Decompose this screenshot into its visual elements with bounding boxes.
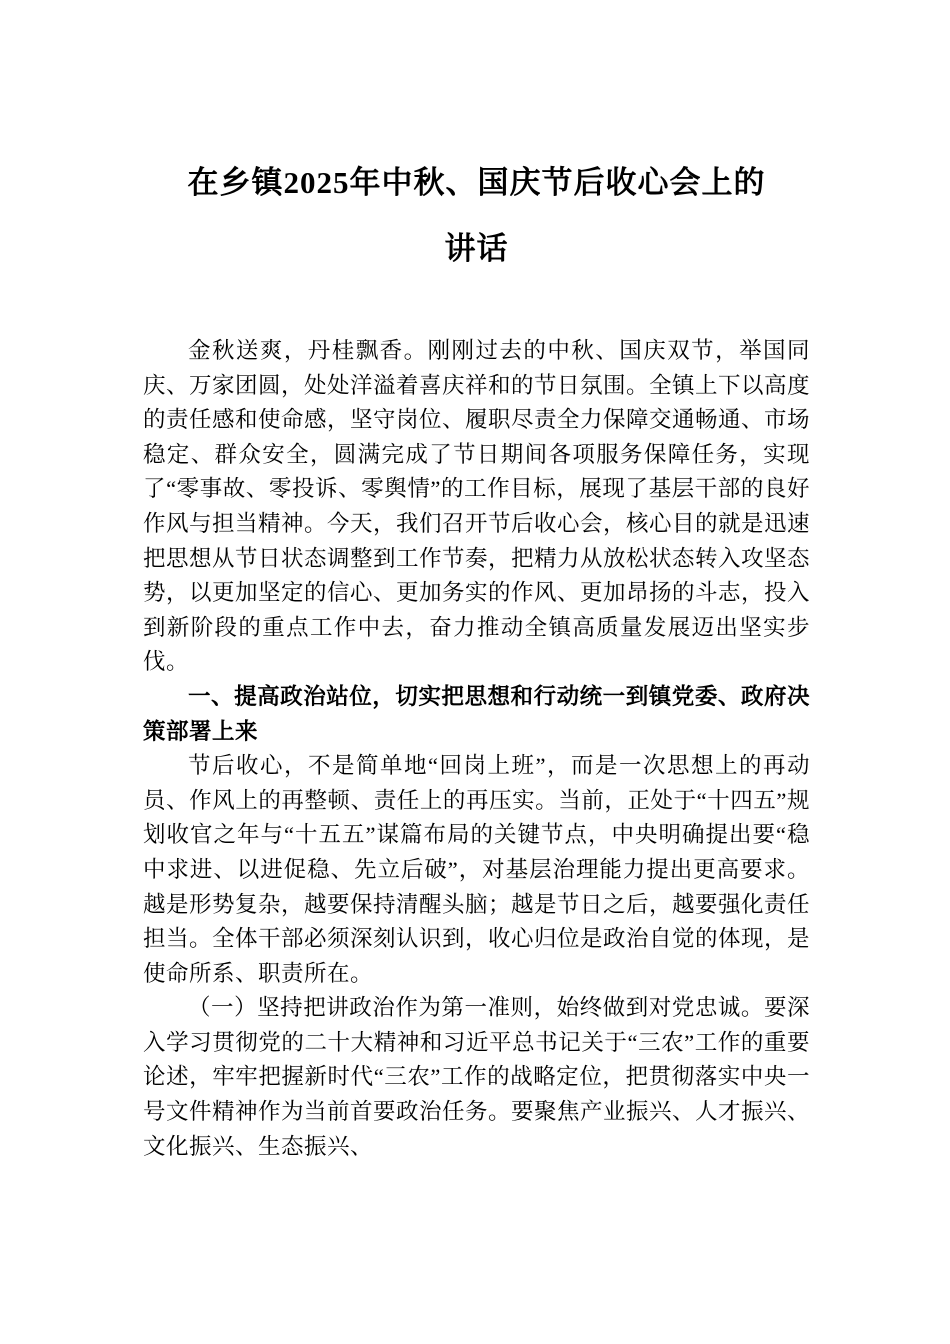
section-heading-1: 一、提高政治站位，切实把思想和行动统一到镇党委、政府决策部署上来 <box>143 683 810 744</box>
title-line-2: 讲话 <box>444 231 509 266</box>
paragraph-intro: 金秋送爽，丹桂飘香。刚刚过去的中秋、国庆双节，举国同庆、万家团圆，处处洋溢着喜庆祥和的节日氛围。全镇上下以高度的责任感和使命感，坚守岗位、履职尽责全力保障交通畅通、市场稳定、群众安全，圆满完成了节日期间各项服务保障任务，实现了“零事故、零投诉、零舆情”的工作目标，展现了基层干部的良好作风与担当精神。今天，我们召开节后收心会，核心目的就是迅速把思想从节日状态调整到工作节奏，把精力从放松状态转入攻坚态势，以更加坚定的信心、更加务实的作风、更加昂扬的斗志，投入到新阶段的重点工作中去，奋力推动全镇高质量发展迈出坚实步伐。 <box>143 338 811 675</box>
document-body <box>143 334 810 1164</box>
title-line-1: 在乡镇2025年中秋、国庆节后收心会上的 <box>187 165 766 200</box>
document-title <box>143 150 810 282</box>
paragraph-point-1: （一）坚持把讲政治作为第一准则，始终做到对党忠诚。要深入学习贯彻党的二十大精神和习近平总书记关于“三农”工作的重要论述，牢牢把握新时代“三农”工作的战略定位，把贯彻落实中央一号文件精神作为当前首要政治任务。要聚焦产业振兴、人才振兴、文化振兴、生态振兴、 <box>143 995 811 1159</box>
paragraph-section-1-lead: 节后收心，不是简单地“回岗上班”，而是一次思想上的再动员、作风上的再整顿、责任上的再压实。当前，正处于“十四五”规划收官之年与“十五五”谋篇布局的关键节点，中央明确提出要“稳中求进、以进促稳、先立后破”，对基层治理能力提出更高要求。越是形势复杂，越要保持清醒头脑；越是节日之后，越要强化责任担当。全体干部必须深刻认识到，收心归位是政治自觉的体现，是使命所系、职责所在。 <box>143 753 811 986</box>
